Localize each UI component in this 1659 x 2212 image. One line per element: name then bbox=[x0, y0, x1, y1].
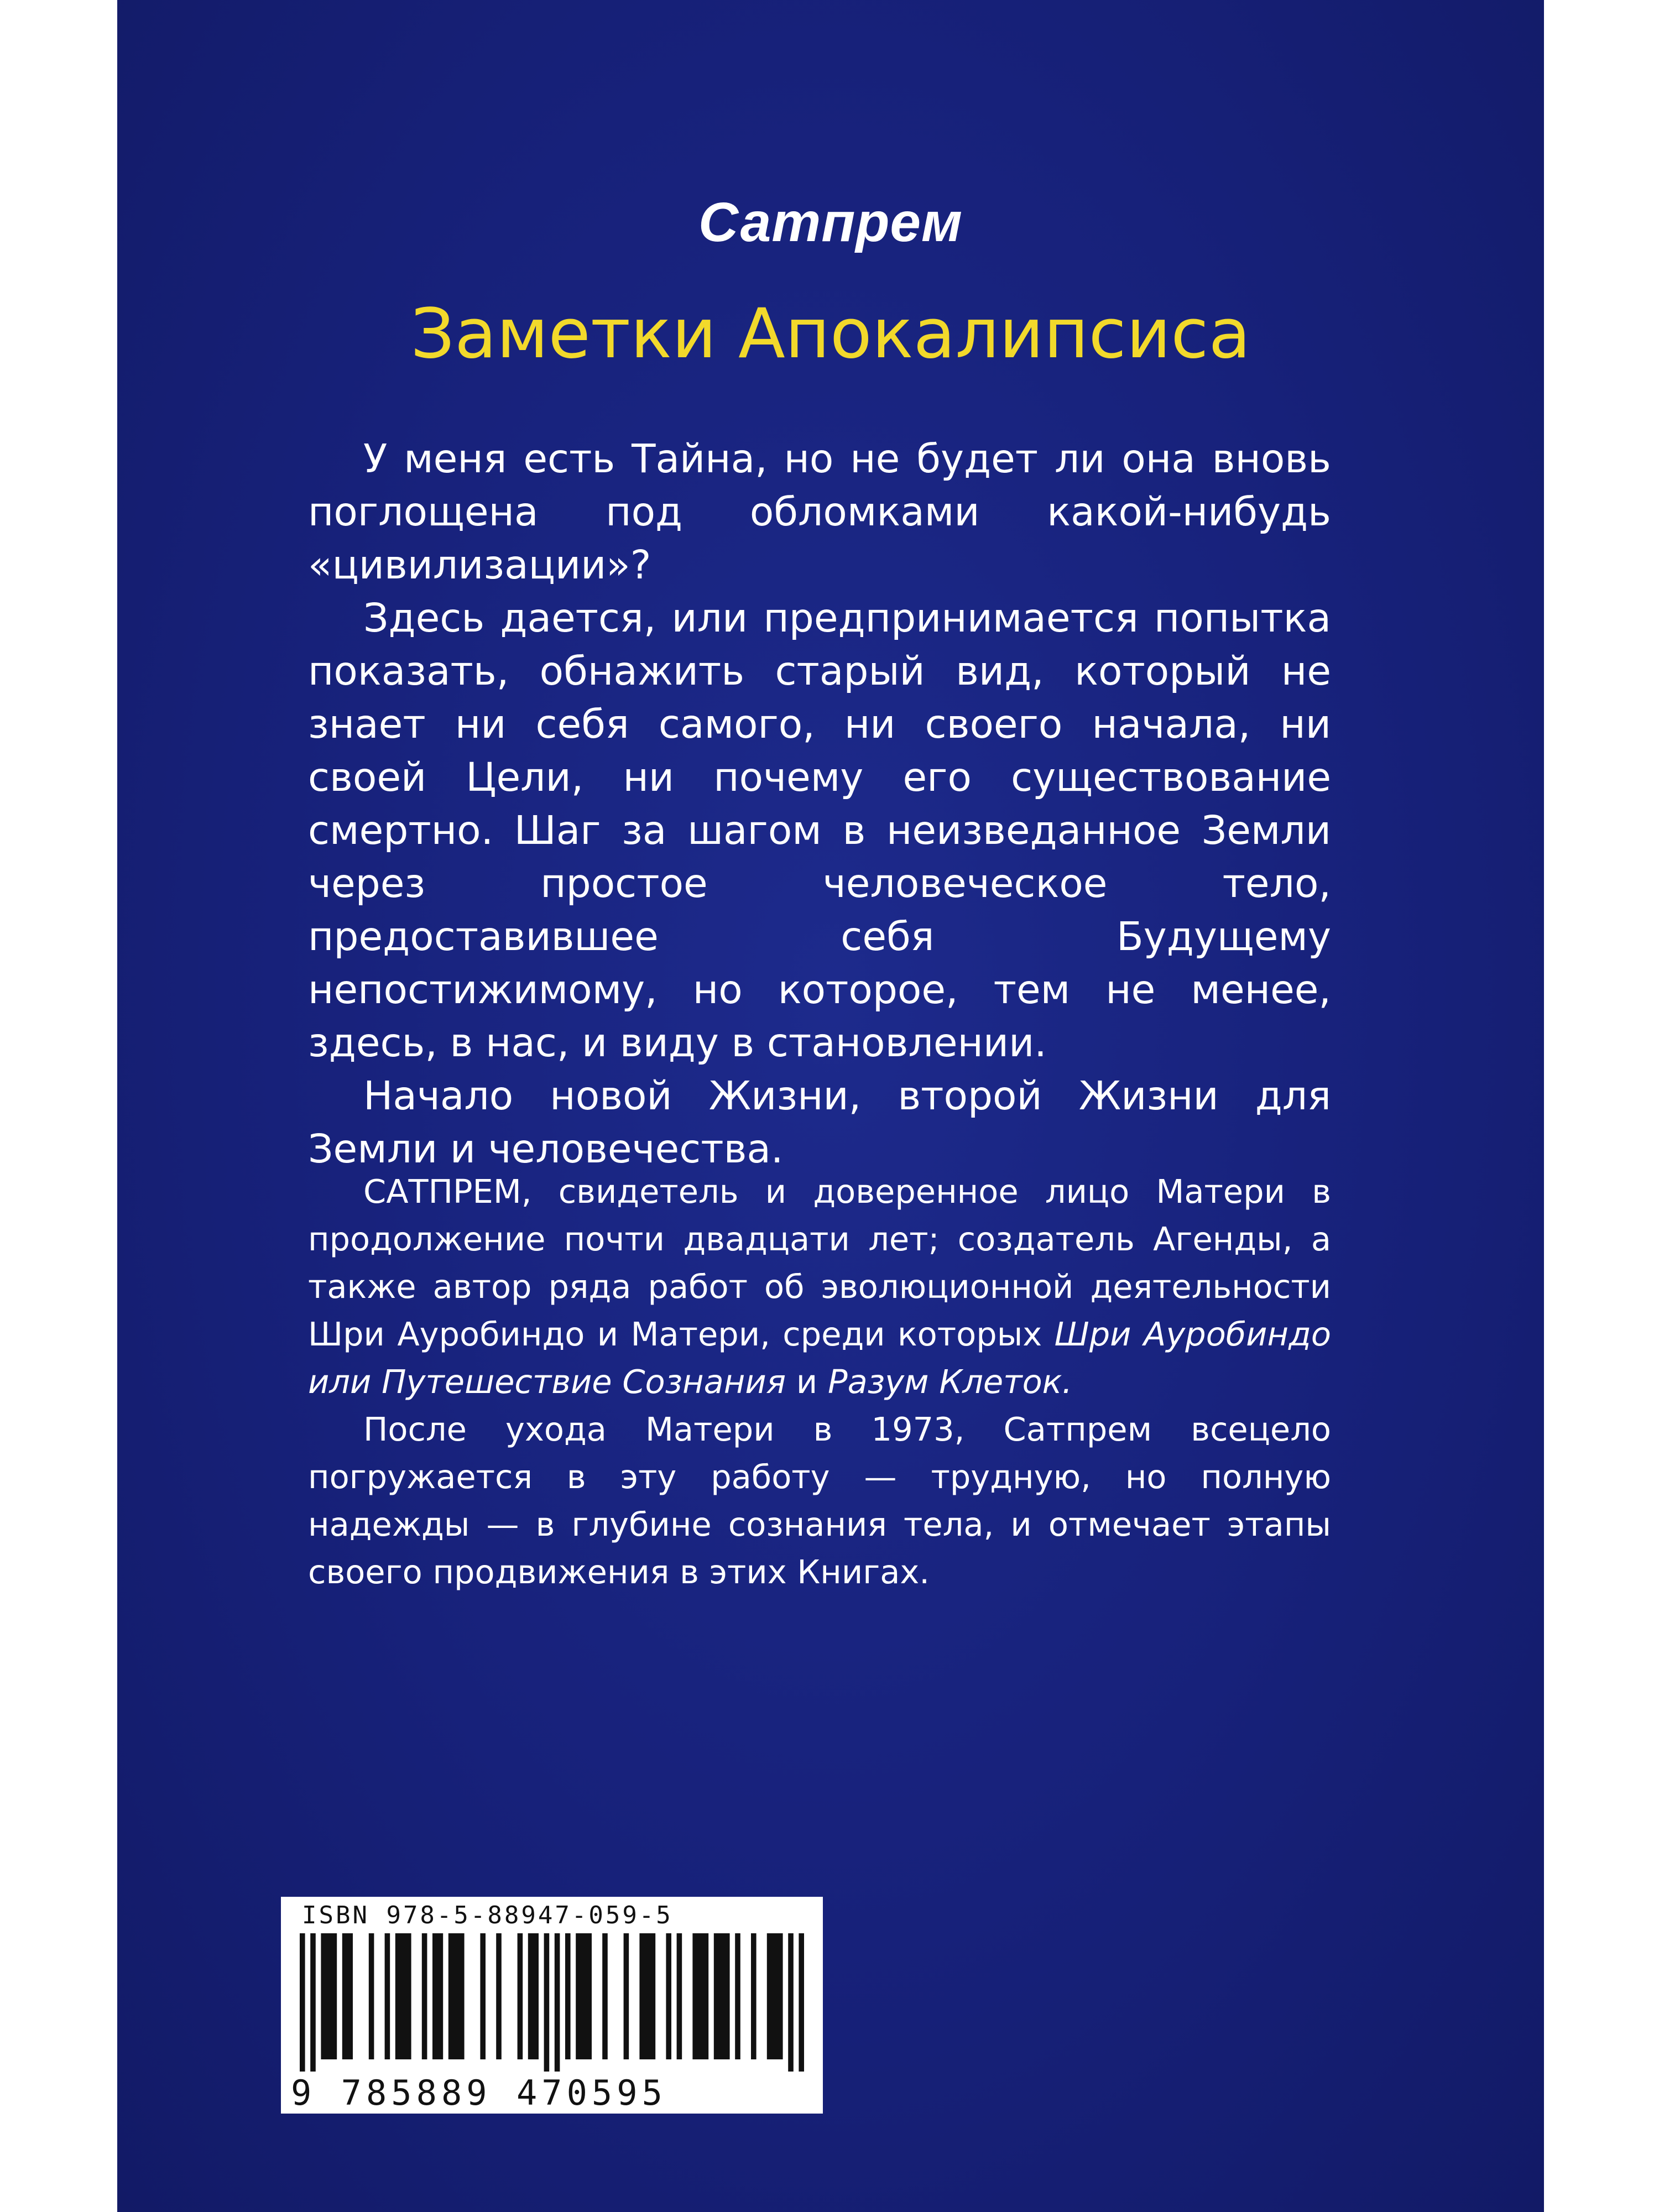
author-bio-block bbox=[308, 1168, 1331, 1596]
barcode-bar bbox=[480, 1933, 486, 2059]
barcode-bar bbox=[528, 1933, 539, 2059]
description-paragraph: Начало новой Жизни, второй Жизни для Земли и человечества. bbox=[308, 1073, 1331, 1172]
barcode-bar bbox=[624, 1933, 629, 2059]
barcode-bar bbox=[751, 1933, 757, 2059]
barcode-bar bbox=[666, 1933, 671, 2059]
bio-paragraph bbox=[308, 1168, 1331, 1406]
barcode-bar bbox=[799, 1933, 804, 2072]
barcode-bar bbox=[310, 1933, 316, 2072]
author-name: Сатпрем bbox=[698, 191, 963, 253]
barcode-bar bbox=[565, 1933, 571, 2059]
barcode-bar bbox=[321, 1933, 337, 2059]
book-reference: Шри Ауробиндо или Путешествие Сознания bbox=[308, 1315, 1331, 1401]
barcode-bar bbox=[496, 1933, 502, 2059]
barcode-bar bbox=[385, 1933, 390, 2059]
book-back-cover bbox=[117, 0, 1544, 2212]
barcode-bar bbox=[342, 1933, 353, 2059]
ean-digits: 9 785889 470595 bbox=[291, 2073, 667, 2113]
book-reference: Разум Клеток. bbox=[828, 1363, 1073, 1401]
barcode-bar bbox=[544, 1933, 550, 2072]
barcode-bar bbox=[300, 1933, 305, 2072]
barcode-bar bbox=[735, 1933, 740, 2059]
description-paragraph: У меня есть Тайна, но не будет ли она вновь поглощена под обломками какой-нибудь «цивилизации»? bbox=[308, 436, 1331, 588]
description-block bbox=[308, 432, 1331, 1176]
description-paragraph: Здесь дается, или предпринимается попытка показать, обнажить старый вид, который не знает ни себя самого, ни своего начала, ни своей Цели, ни почему его существование смертно. Шаг за шагом в неизведанное Земли через простое человеческое тело, предоставившее себя Будущему непостижимому, но которое, тем не менее, здесь, в нас, и виду в становлении. bbox=[308, 595, 1331, 1066]
barcode-bar bbox=[395, 1933, 411, 2059]
barcode-bar bbox=[602, 1933, 608, 2059]
barcode-bar bbox=[369, 1933, 374, 2059]
isbn-text: ISBN 978-5-88947-059-5 bbox=[302, 1901, 673, 1929]
barcode-bar bbox=[432, 1933, 443, 2059]
barcode-bar bbox=[639, 1933, 655, 2059]
book-title: Заметки Апокалипсиса bbox=[410, 294, 1251, 374]
barcode-bar bbox=[576, 1933, 592, 2059]
barcode-bar bbox=[767, 1933, 783, 2059]
barcode-bar bbox=[677, 1933, 682, 2059]
barcode-bar bbox=[518, 1933, 523, 2059]
barcode-label bbox=[281, 1897, 823, 2114]
barcode-bar bbox=[692, 1933, 708, 2059]
bio-text: и bbox=[786, 1363, 828, 1401]
barcode-bars bbox=[300, 1933, 804, 2072]
barcode-bar bbox=[555, 1933, 560, 2072]
barcode-bar bbox=[714, 1933, 730, 2059]
barcode-bar bbox=[422, 1933, 427, 2059]
bio-paragraph: После ухода Матери в 1973, Сатпрем всецело погружается в эту работу — трудную, но полную надежды — в глубине сознания тела, и отмечает этапы своего продвижения в этих Книгах. bbox=[308, 1410, 1331, 1591]
bio-text: САТПРЕМ, свидетель и доверенное лицо Матери в продолжение почти двадцати лет; создатель Агенды, а также автор ряда работ об эволюционной деятельности Шри Ауробиндо и Матери, среди которых bbox=[308, 1172, 1331, 1353]
barcode-bar bbox=[788, 1933, 794, 2072]
barcode-bar bbox=[448, 1933, 465, 2059]
